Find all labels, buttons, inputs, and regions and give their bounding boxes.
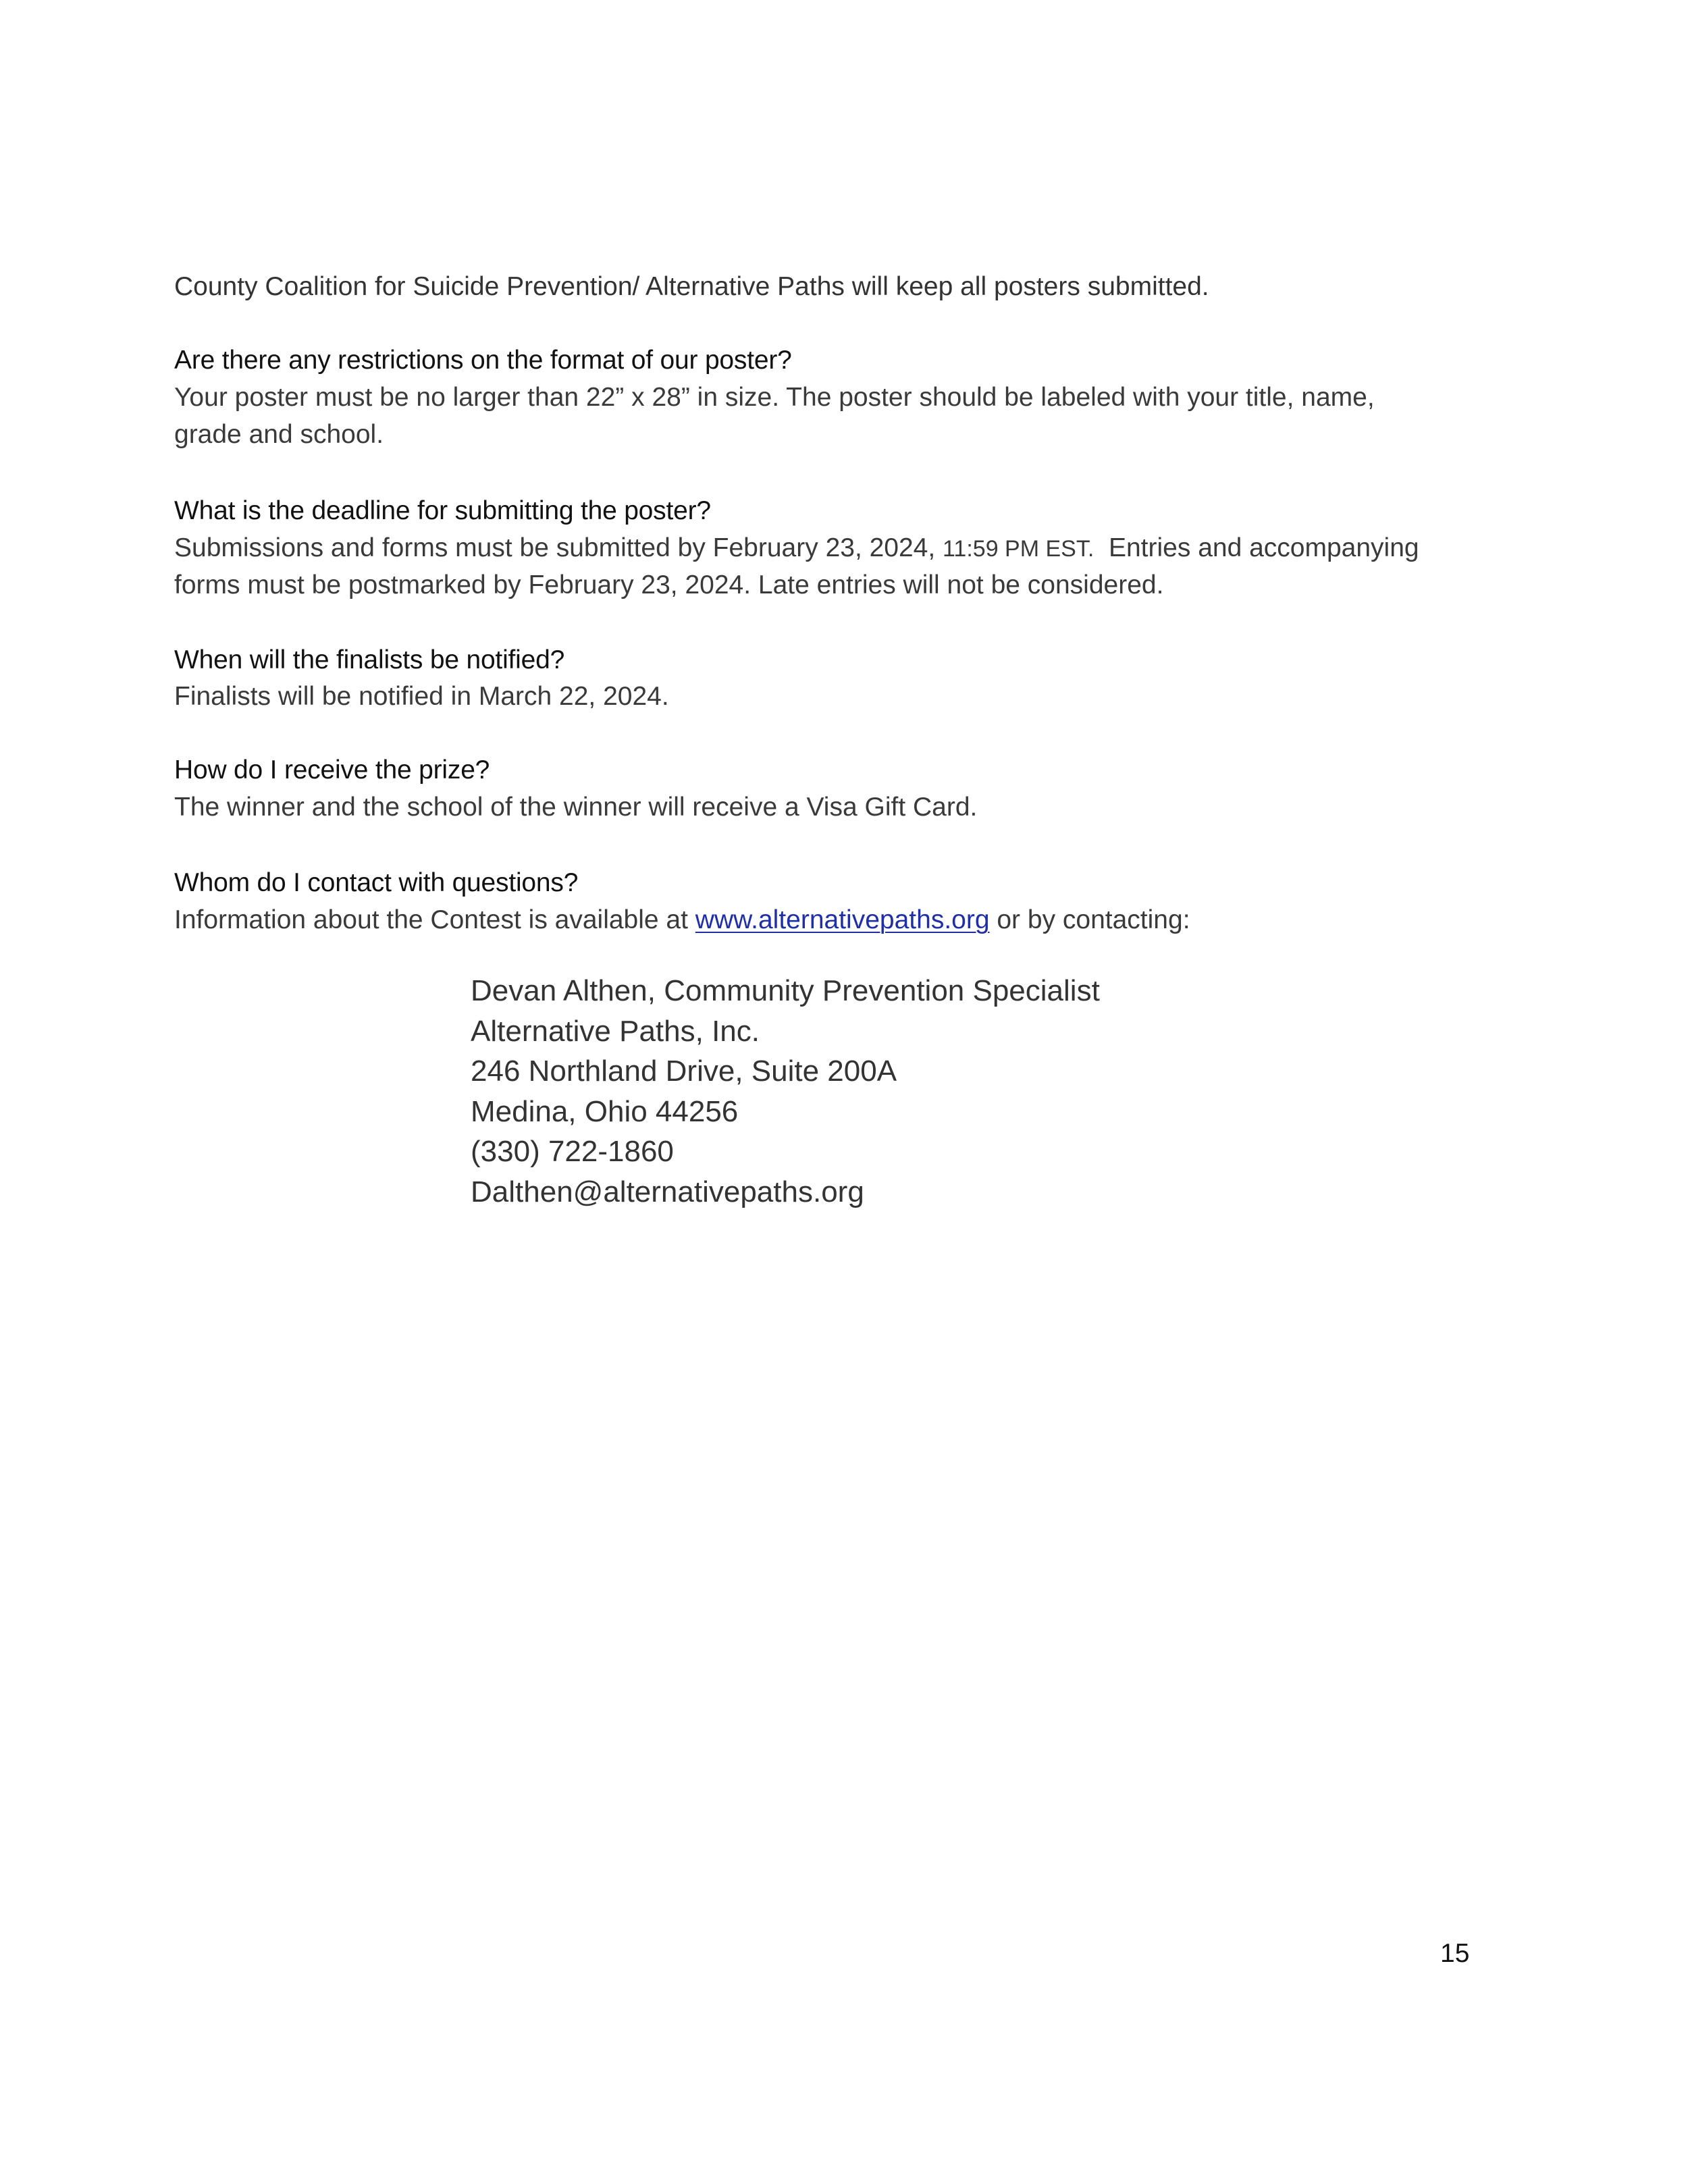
faq-answer-deadline-line1 — [174, 529, 1419, 568]
faq-answer-contact — [174, 901, 1190, 938]
contact-email: Dalthen@alternativepaths.org — [471, 1175, 864, 1208]
deadline-text-part1: Submissions and forms must be submitted by February 23, 2024, — [174, 533, 943, 562]
contact-phone: (330) 722-1860 — [471, 1135, 674, 1168]
contact-name-title: Devan Althen, Community Prevention Specialist — [471, 974, 1100, 1007]
alternativepaths-website-link[interactable]: www.alternativepaths.org — [695, 905, 990, 934]
faq-answer-format-line2: grade and school. — [174, 420, 384, 449]
faq-question-format: Are there any restrictions on the format of our poster? — [174, 346, 792, 375]
contact-block — [471, 971, 1100, 1212]
faq-question-finalists: When will the finalists be notified? — [174, 645, 565, 674]
faq-answer-prize: The winner and the school of the winner will receive a Visa Gift Card. — [174, 793, 978, 822]
faq-question-prize: How do I receive the prize? — [174, 755, 490, 784]
contact-address-line2: Medina, Ohio 44256 — [471, 1094, 739, 1128]
contact-address-line1: 246 Northland Drive, Suite 200A — [471, 1055, 897, 1088]
intro-paragraph: County Coalition for Suicide Prevention/ Alternative Paths will keep all posters submitted. — [174, 272, 1209, 301]
contact-organization: Alternative Paths, Inc. — [471, 1014, 760, 1048]
deadline-time: 11:59 PM EST. — [943, 536, 1094, 562]
faq-answer-format-line1: Your poster must be no larger than 22” x 28” in size. The poster should be labeled with your title, name, — [174, 383, 1375, 412]
deadline-text-part2: Entries and accompanying — [1094, 533, 1419, 562]
contact-info-prefix: Information about the Contest is available at — [174, 905, 695, 934]
faq-answer-deadline-line2: forms must be postmarked by February 23, 2024. Late entries will not be considered. — [174, 570, 1164, 600]
contact-info-suffix: or by contacting: — [989, 905, 1190, 934]
faq-answer-finalists: Finalists will be notified in March 22, 2024. — [174, 682, 669, 711]
page-number: 15 — [1440, 1939, 1470, 1968]
faq-question-deadline: What is the deadline for submitting the poster? — [174, 496, 711, 525]
faq-question-contact: Whom do I contact with questions? — [174, 868, 579, 897]
